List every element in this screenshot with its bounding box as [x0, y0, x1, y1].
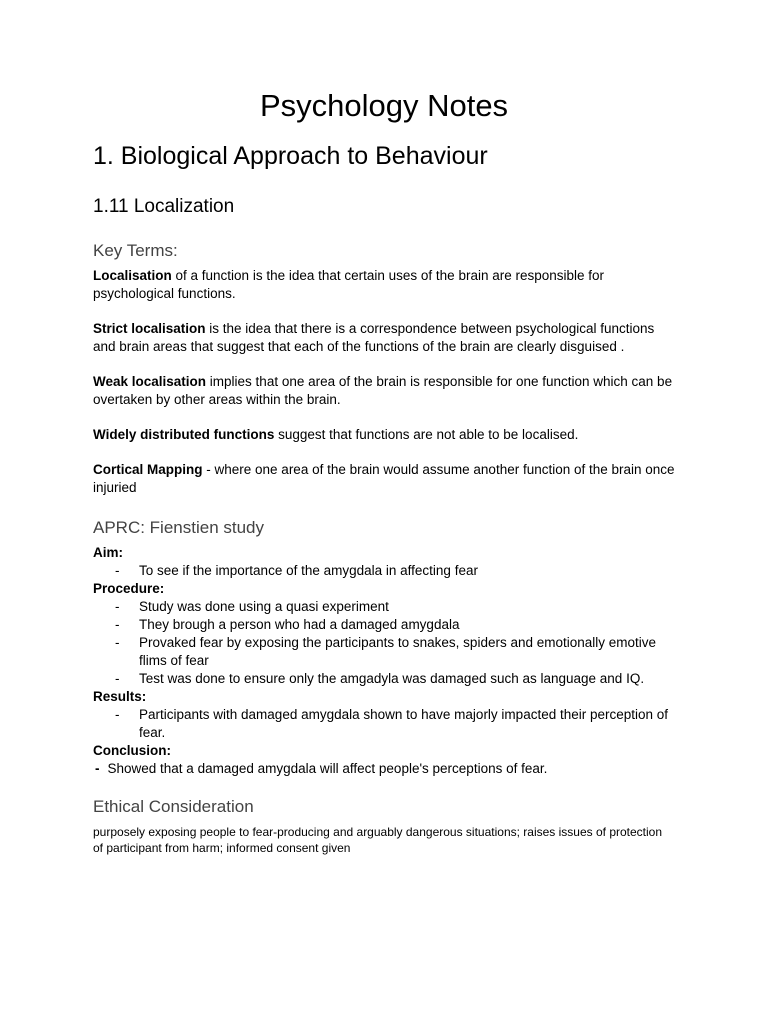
procedure-label: Procedure: [93, 581, 165, 596]
list-item [93, 706, 675, 742]
dash-bullet: - [115, 671, 120, 686]
list-item-text: Study was done using a quasi experiment [139, 599, 389, 614]
key-term-definition: suggest that functions are not able to be localised. [274, 427, 579, 442]
list-item [93, 670, 675, 688]
key-term: Widely distributed functions [93, 427, 275, 442]
list-item [93, 598, 675, 616]
list-item-text: Provaked fear by exposing the participants to snakes, spiders and emotionally emotive flims of fear [139, 635, 657, 668]
key-term-paragraph [93, 426, 675, 444]
key-term: Weak localisation [93, 374, 207, 389]
dash-bullet: - [115, 635, 120, 650]
aim-list [93, 562, 675, 580]
results-list [93, 706, 675, 742]
section-heading: 1.11 Localization [93, 196, 235, 217]
results-label: Results: [93, 689, 147, 704]
key-terms-heading: Key Terms: [93, 241, 178, 260]
key-term-definition: implies that one area of the brain is responsible for one function which can be overtaken by other areas within the brain. [93, 374, 673, 407]
ethics-text: purposely exposing people to fear-producing and arguably dangerous situations; raises issues of protection of participant from harm; informed consent given [93, 825, 663, 855]
study-heading: APRC: Fienstien study [93, 518, 265, 537]
key-term-definition: is the idea that there is a correspondence between psychological functions and brain areas that suggest that each of the functions of the brain are clearly disguised . [93, 321, 655, 354]
key-term: Cortical Mapping [93, 462, 203, 477]
key-term-paragraph [93, 267, 675, 303]
conclusion-text: Showed that a damaged amygdala will affect people's perceptions of fear. [107, 761, 548, 776]
ethics-heading: Ethical Consideration [93, 797, 254, 816]
key-term-definition: - where one area of the brain would assume another function of the brain once injuried [93, 462, 675, 495]
key-term-definition: of a function is the idea that certain uses of the brain are responsible for psychological functions. [93, 268, 605, 301]
dash-bullet: - [115, 617, 120, 632]
dash-bullet: - [115, 707, 120, 722]
list-item [93, 616, 675, 634]
key-term-paragraph [93, 320, 675, 356]
dash-bullet: - [115, 599, 120, 614]
key-term: Localisation [93, 268, 172, 283]
list-item-text: To see if the importance of the amygdala in affecting fear [139, 563, 478, 578]
key-term-paragraph [93, 373, 675, 409]
list-item [93, 562, 675, 580]
list-item-text: They brough a person who had a damaged amygdala [139, 617, 460, 632]
conclusion-label: Conclusion: [93, 743, 171, 758]
document-title: Psychology Notes [259, 88, 509, 123]
list-item-text: Test was done to ensure only the amgadyla was damaged such as language and IQ. [139, 671, 645, 686]
list-item-text: Participants with damaged amygdala shown to have majorly impacted their perception of fear. [139, 707, 669, 740]
procedure-list [93, 598, 675, 688]
key-terms-list [93, 267, 675, 497]
key-term: Strict localisation [93, 321, 206, 336]
key-term-paragraph [93, 461, 675, 497]
conclusion-item [93, 760, 675, 778]
dash-bullet: - [95, 761, 100, 776]
aim-label: Aim: [93, 545, 123, 560]
list-item [93, 634, 675, 670]
chapter-heading: 1. Biological Approach to Behaviour [93, 142, 488, 170]
dash-bullet: - [115, 563, 120, 578]
